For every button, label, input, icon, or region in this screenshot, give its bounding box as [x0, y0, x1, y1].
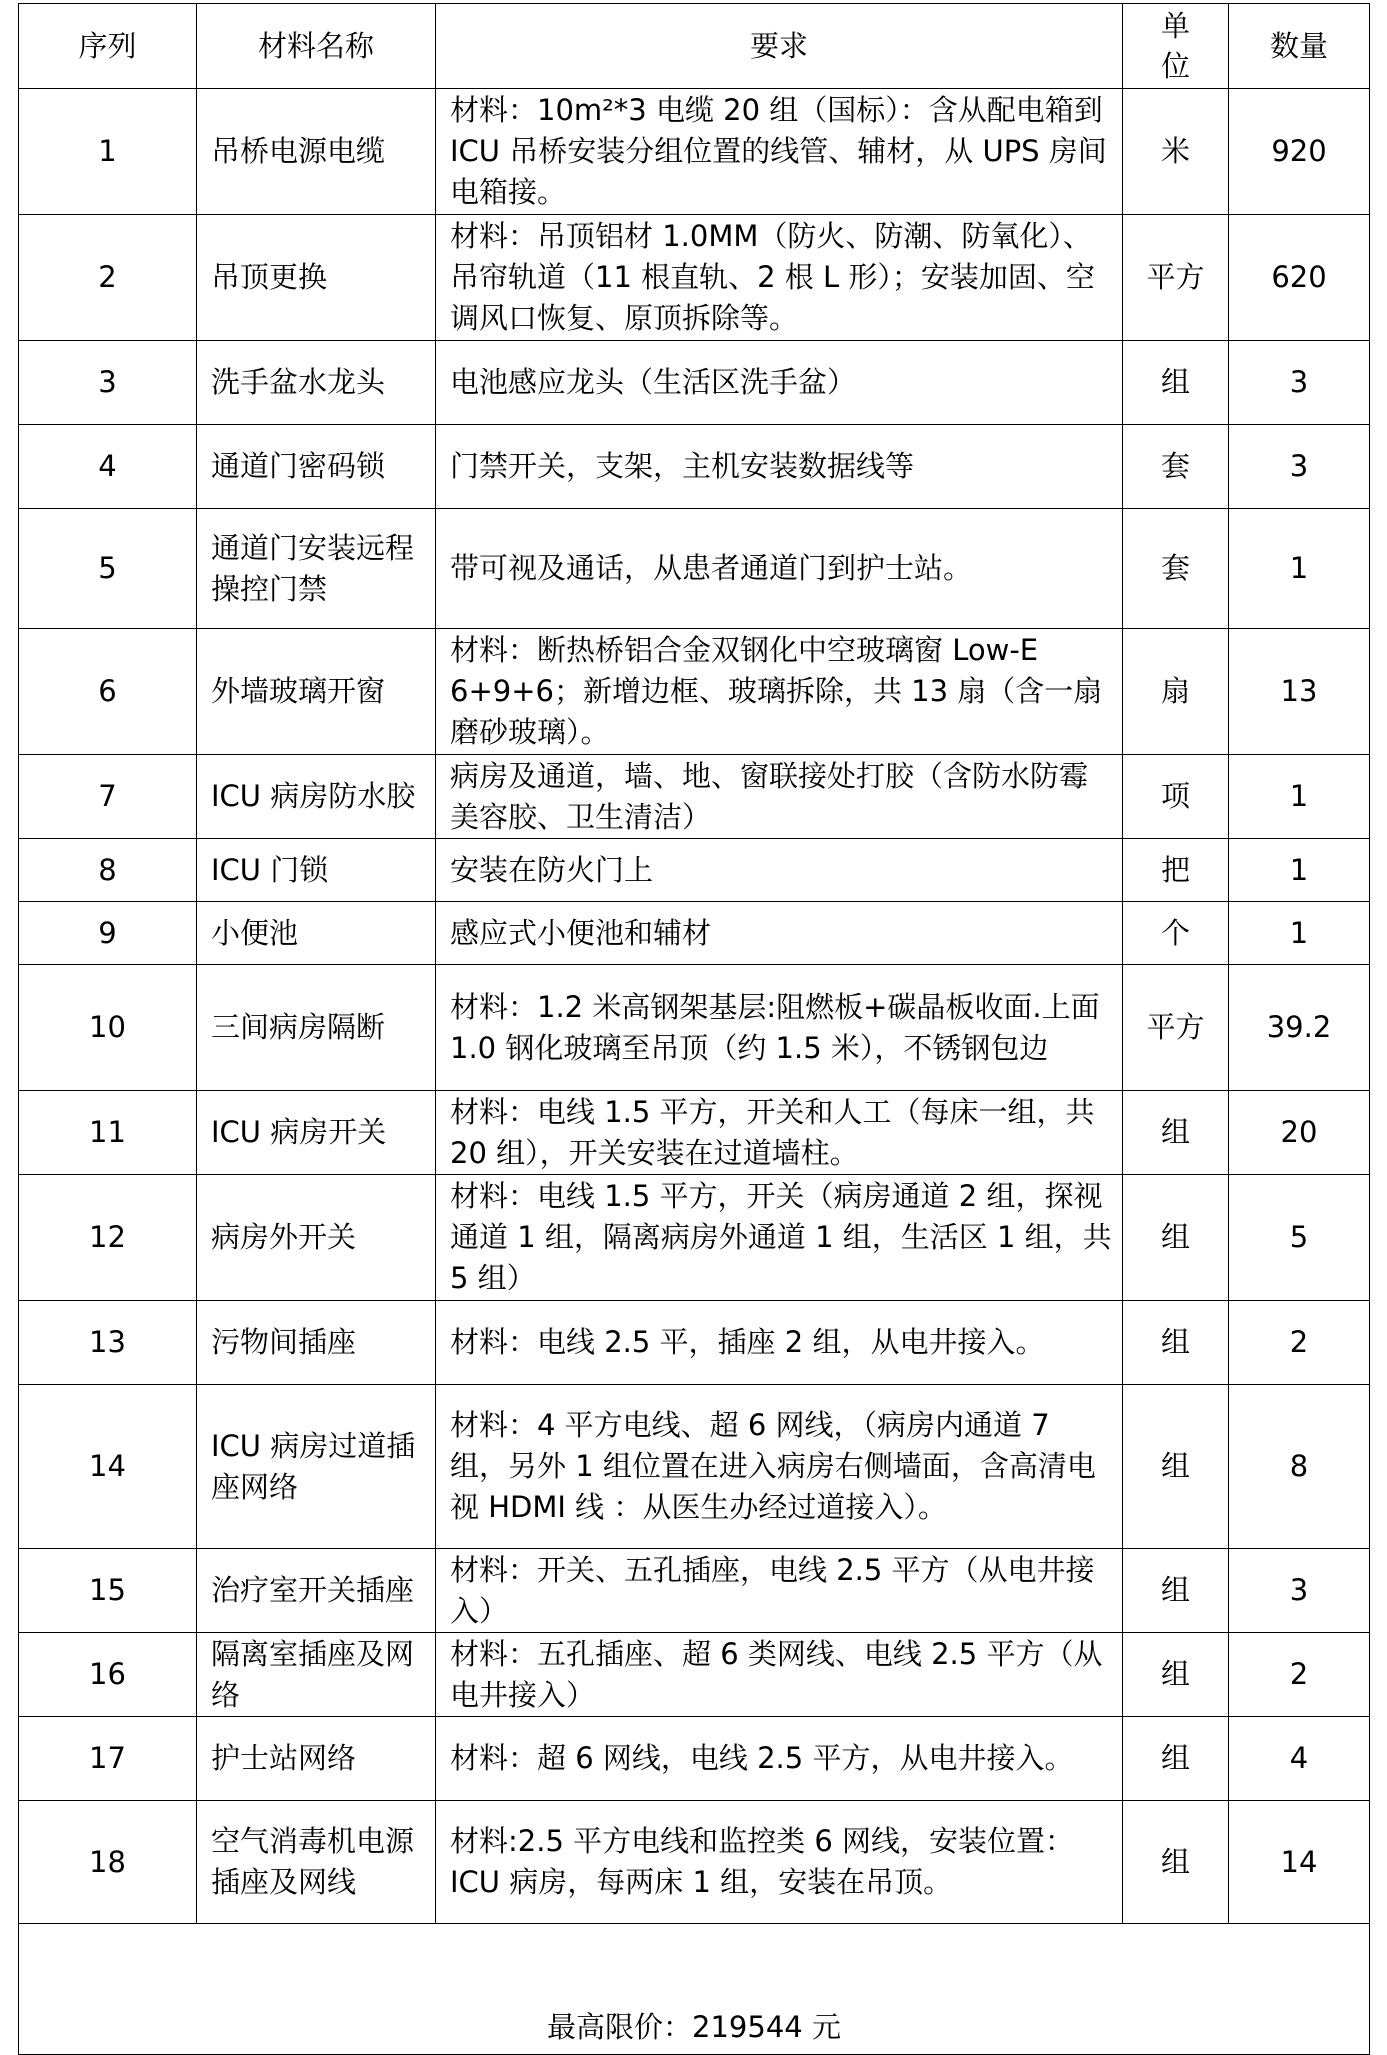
row-quantity: 920	[1229, 89, 1370, 215]
row-no: 1	[19, 89, 197, 215]
row-name: 通道门安装远程操控门禁	[197, 509, 436, 629]
row-no: 3	[19, 341, 197, 425]
row-no: 12	[19, 1175, 197, 1301]
row-requirement: 材料：电线 1.5 平方，开关（病房通道 2 组，探视通道 1 组，隔离病房外通道 1 组，生活区 1 组，共 5 组）	[436, 1175, 1123, 1301]
row-quantity: 4	[1229, 1717, 1370, 1801]
row-requirement: 感应式小便池和辅材	[436, 902, 1123, 965]
table-body	[19, 89, 1370, 1924]
table-row	[19, 1801, 1370, 1924]
table-row	[19, 1091, 1370, 1175]
row-quantity: 8	[1229, 1385, 1370, 1549]
row-quantity: 1	[1229, 839, 1370, 902]
row-unit: 扇	[1123, 629, 1229, 755]
table-row	[19, 215, 1370, 341]
row-name: ICU 病房过道插座网络	[197, 1385, 436, 1549]
table-row	[19, 89, 1370, 215]
table-row	[19, 509, 1370, 629]
row-no: 16	[19, 1633, 197, 1717]
row-name: 空气消毒机电源插座及网线	[197, 1801, 436, 1924]
row-no: 10	[19, 965, 197, 1091]
row-no: 17	[19, 1717, 197, 1801]
row-name: 吊顶更换	[197, 215, 436, 341]
header-no: 序列	[19, 4, 197, 89]
row-name: ICU 病房防水胶	[197, 755, 436, 839]
row-unit: 平方	[1123, 215, 1229, 341]
row-requirement: 安装在防火门上	[436, 839, 1123, 902]
row-unit: 组	[1123, 1717, 1229, 1801]
table-row	[19, 341, 1370, 425]
header-unit-line2: 位	[1160, 49, 1190, 83]
row-unit: 个	[1123, 902, 1229, 965]
row-no: 8	[19, 839, 197, 902]
row-no: 9	[19, 902, 197, 965]
row-quantity: 2	[1229, 1301, 1370, 1385]
max-price: 最高限价：219544 元	[19, 1924, 1370, 2055]
row-unit: 组	[1123, 1301, 1229, 1385]
row-quantity: 20	[1229, 1091, 1370, 1175]
row-requirement: 材料:2.5 平方电线和监控类 6 网线，安装位置：ICU 病房，每两床 1 组，安装在吊顶。	[436, 1801, 1123, 1924]
materials-table	[18, 3, 1370, 2055]
row-requirement: 材料：电线 1.5 平方，开关和人工（每床一组，共 20 组），开关安装在过道墙柱。	[436, 1091, 1123, 1175]
row-unit: 组	[1123, 1385, 1229, 1549]
row-name: 污物间插座	[197, 1301, 436, 1385]
row-quantity: 3	[1229, 341, 1370, 425]
row-quantity: 13	[1229, 629, 1370, 755]
row-no: 15	[19, 1549, 197, 1633]
table-row	[19, 755, 1370, 839]
row-unit: 组	[1123, 1549, 1229, 1633]
footer-row	[19, 1924, 1370, 2055]
table-row	[19, 425, 1370, 509]
row-quantity: 39.2	[1229, 965, 1370, 1091]
row-no: 7	[19, 755, 197, 839]
row-name: 洗手盆水龙头	[197, 341, 436, 425]
header-unit-line1: 单	[1160, 9, 1190, 43]
row-unit: 项	[1123, 755, 1229, 839]
row-requirement: 材料：1.2 米高钢架基层:阻燃板+碳晶板收面.上面 1.0 钢化玻璃至吊顶（约 1.5 米），不锈钢包边	[436, 965, 1123, 1091]
row-name: 通道门密码锁	[197, 425, 436, 509]
row-requirement: 材料：超 6 网线，电线 2.5 平方，从电井接入。	[436, 1717, 1123, 1801]
row-requirement: 材料：电线 2.5 平，插座 2 组，从电井接入。	[436, 1301, 1123, 1385]
table-row	[19, 629, 1370, 755]
header-quantity: 数量	[1229, 4, 1370, 89]
table-row	[19, 1175, 1370, 1301]
row-quantity: 3	[1229, 1549, 1370, 1633]
row-requirement: 材料：断热桥铝合金双钢化中空玻璃窗 Low-E 6+9+6；新增边框、玻璃拆除，共 13 扇（含一扇磨砂玻璃）。	[436, 629, 1123, 755]
row-name: 护士站网络	[197, 1717, 436, 1801]
row-requirement: 材料：开关、五孔插座，电线 2.5 平方（从电井接入）	[436, 1549, 1123, 1633]
row-requirement: 材料：4 平方电线、超 6 网线，（病房内通道 7 组，另外 1 组位置在进入病房右侧墙面，含高清电视 HDMI 线 ：从医生办经过道接入）。	[436, 1385, 1123, 1549]
row-quantity: 14	[1229, 1801, 1370, 1924]
row-name: ICU 病房开关	[197, 1091, 436, 1175]
row-no: 6	[19, 629, 197, 755]
row-requirement: 材料：五孔插座、超 6 类网线、电线 2.5 平方（从电井接入）	[436, 1633, 1123, 1717]
row-name: 吊桥电源电缆	[197, 89, 436, 215]
row-no: 4	[19, 425, 197, 509]
row-requirement: 病房及通道，墙、地、窗联接处打胶（含防水防霉美容胶、卫生清洁）	[436, 755, 1123, 839]
table-row	[19, 1301, 1370, 1385]
row-name: 治疗室开关插座	[197, 1549, 436, 1633]
row-no: 18	[19, 1801, 197, 1924]
row-quantity: 1	[1229, 755, 1370, 839]
row-quantity: 1	[1229, 509, 1370, 629]
row-unit: 组	[1123, 1801, 1229, 1924]
row-name: 小便池	[197, 902, 436, 965]
row-requirement: 电池感应龙头（生活区洗手盆）	[436, 341, 1123, 425]
row-unit: 组	[1123, 1633, 1229, 1717]
row-quantity: 5	[1229, 1175, 1370, 1301]
row-quantity: 620	[1229, 215, 1370, 341]
row-name: 三间病房隔断	[197, 965, 436, 1091]
row-unit: 组	[1123, 1091, 1229, 1175]
row-quantity: 2	[1229, 1633, 1370, 1717]
row-requirement: 门禁开关，支架，主机安装数据线等	[436, 425, 1123, 509]
row-no: 14	[19, 1385, 197, 1549]
row-unit: 组	[1123, 341, 1229, 425]
table-row	[19, 839, 1370, 902]
row-unit: 把	[1123, 839, 1229, 902]
row-unit: 套	[1123, 509, 1229, 629]
row-requirement: 材料：吊顶铝材 1.0MM（防火、防潮、防氧化）、吊帘轨道（11 根直轨、2 根 L 形）；安装加固、空调风口恢复、原顶拆除等。	[436, 215, 1123, 341]
row-no: 13	[19, 1301, 197, 1385]
header-name: 材料名称	[197, 4, 436, 89]
header-requirement: 要求	[436, 4, 1123, 89]
table-row	[19, 902, 1370, 965]
table-row	[19, 1717, 1370, 1801]
row-name: 外墙玻璃开窗	[197, 629, 436, 755]
row-no: 5	[19, 509, 197, 629]
table-row	[19, 1549, 1370, 1633]
header-unit	[1123, 4, 1229, 89]
table-row	[19, 1633, 1370, 1717]
row-unit: 米	[1123, 89, 1229, 215]
row-unit: 套	[1123, 425, 1229, 509]
row-requirement: 材料：10m²*3 电缆 20 组（国标）：含从配电箱到 ICU 吊桥安装分组位置的线管、辅材，从 UPS 房间电箱接。	[436, 89, 1123, 215]
row-name: 病房外开关	[197, 1175, 436, 1301]
row-name: ICU 门锁	[197, 839, 436, 902]
row-quantity: 1	[1229, 902, 1370, 965]
row-name: 隔离室插座及网络	[197, 1633, 436, 1717]
row-no: 11	[19, 1091, 197, 1175]
table-row	[19, 965, 1370, 1091]
row-no: 2	[19, 215, 197, 341]
row-requirement: 带可视及通话，从患者通道门到护士站。	[436, 509, 1123, 629]
table-row	[19, 1385, 1370, 1549]
row-unit: 平方	[1123, 965, 1229, 1091]
header-row	[19, 4, 1370, 89]
row-unit: 组	[1123, 1175, 1229, 1301]
row-quantity: 3	[1229, 425, 1370, 509]
